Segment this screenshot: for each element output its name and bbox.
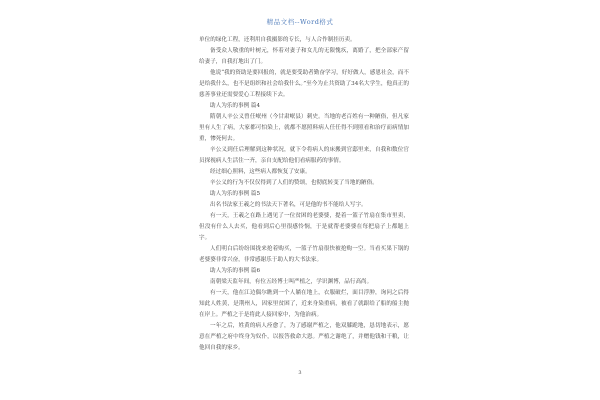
section-heading: 助人为乐的事例 篇6 xyxy=(210,268,261,274)
section-heading: 助人为乐的事例 篇4 xyxy=(210,103,261,109)
paragraph: 经过细心照料，这些病人都恢复了安康。 xyxy=(210,169,311,175)
paragraph: 单位的绿化工程，还利用自我摄影的专长，与人合作制挂历卖。 xyxy=(199,37,356,43)
paragraph: 备受众人敬重的叶树元，怀着对妻子和女儿的无限愧疚，离婚了，把全部家产留给妻子，自我打地出了门。 xyxy=(199,48,409,65)
document-body xyxy=(199,35,409,354)
paragraph: 隋朝人辛公义曾任岷州（今甘肃岷县）刺史。当地的老百姓有一种陋俗，但凡家里有人生了病，大家都可怕染上，就都不愿照料病人任任得不到照看和治疗而病情加重，惨死何去。 xyxy=(199,114,409,142)
paragraph: 有一天，王羲之在路上遇见了一位贫困的老婆婆，提着一篮子竹扇在集市里卖，但没有什么人去买，他看到后心里很感怜悯，于是就帮老婆婆在每把扇子上都题上字。 xyxy=(199,213,409,241)
paragraph: 一年之后，姓黄的病人痊愈了，为了感谢严植之，他双膝跪地，恳切地表示，愿意在严植之府中终身为奴仆，以报答救命大恩。严植之谢绝了，并赠他钱和干粮，让他回自我的家乡。 xyxy=(199,323,409,351)
paragraph: 人们明白后纷纷围拢来抢着购买，一篮子竹扇很快被抢购一空。当看买果下锅的老婆婆非常兴奋，非常感谢乐于助人的大书法家。 xyxy=(199,246,409,263)
paragraph: 有一天，他在江边偶尔瞧到一个人躺在地上，衣服破烂，面目浮肿，询问之后得知此人姓黄，是荆州人，因家里贫困了，近来身染重病，被看了就跟给了船的船主抛在岸上。严植之于是将此人接回家中，为他治病。 xyxy=(199,290,409,318)
paragraph: 他说“我的资助是要回报的，就是要受助者勤奋学习，好好做人，感恩社会，而不是给我什么，也不是组织和社会给我什么。”至今为止共资助了34名大学生，他真正的慈善事业还需要爱心工程接续下去。 xyxy=(199,70,409,98)
paragraph: 辛公义到任后理解到这种状况，就下令将病人的床搬到官邸里来，自我和数位官员探视病人生活住一齐，亲自支配给他们看病服药的事情。 xyxy=(199,147,409,164)
section-heading: 助人为乐的事例 篇5 xyxy=(210,191,261,197)
document-header-title: 精品文档--Word格式 xyxy=(266,18,334,26)
paragraph: 辛公义的行为不仅仅得到了人们的赞颂，也彻底转变了当地的陋俗。 xyxy=(210,180,378,186)
page-number: 3 xyxy=(298,370,302,376)
paragraph: 南朝梁天监年间，有位五经博士叫严植之，学识渊博，品行高尚。 xyxy=(210,279,373,285)
paragraph: 出名书法家王羲之的书法天下著名，可是他的书不能给人写字。 xyxy=(210,202,367,208)
